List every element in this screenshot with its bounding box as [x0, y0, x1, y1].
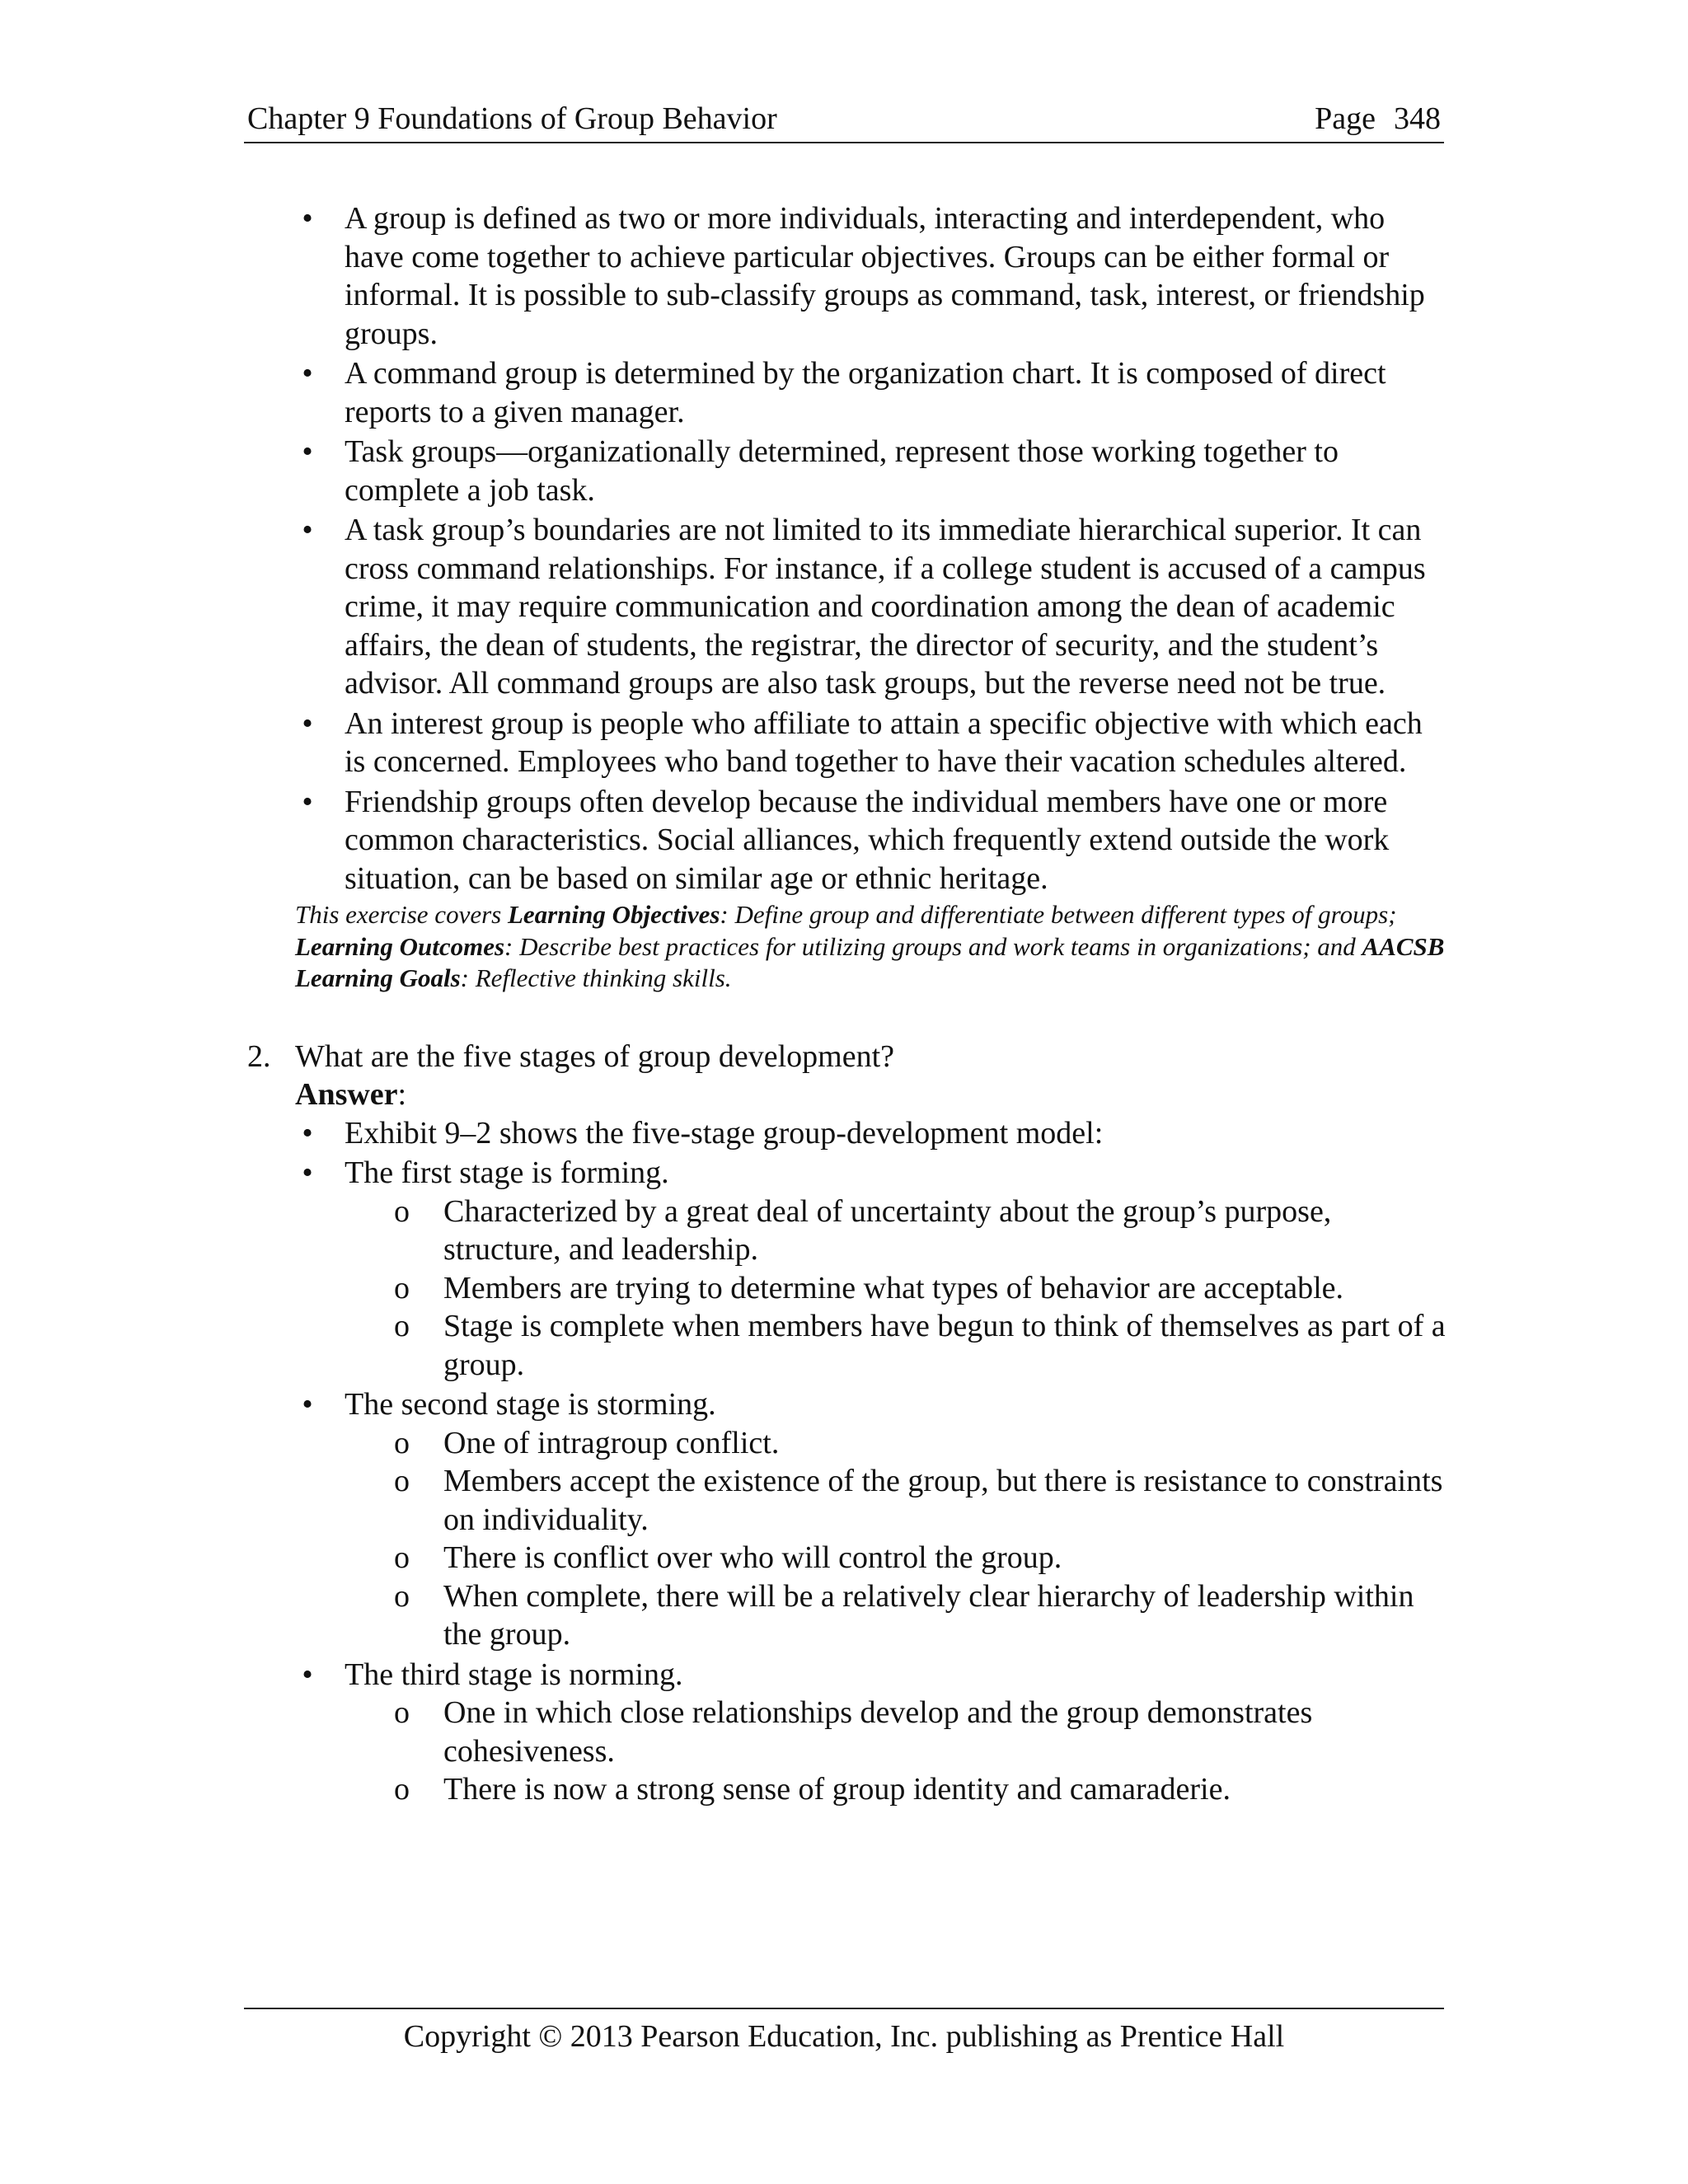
list-item: • Task groups—organizationally determined, represent those working together to complete a job task.: [345, 433, 1449, 509]
question-text: What are the five stages of group development?: [295, 1038, 894, 1074]
list-item: • An interest group is people who affiliate to attain a specific objective with which each is concerned. Employees who band together to have their vacation schedules altered.: [345, 705, 1449, 781]
list-item: • A group is defined as two or more individuals, interacting and interdependent, who have come together to achieve particular objectives. Groups can be either formal or informal. It is possible to sub-classify groups as command, task, interest, or friendship groups.: [345, 199, 1449, 353]
page-content: [247, 199, 1449, 1811]
stage-title: • The third stage is norming.: [345, 1657, 683, 1692]
list-item: o There is conflict over who will control the group.: [443, 1539, 1449, 1577]
copyright-text: Copyright © 2013 Pearson Education, Inc. publishing as Prentice Hall: [403, 2019, 1285, 2054]
answer-colon: :: [397, 1077, 407, 1112]
list-item: • A command group is determined by the organization chart. It is composed of direct reports to a given manager.: [345, 354, 1449, 431]
learning-outcomes-text: : Describe best practices for utilizing groups and work teams in organizations; and: [504, 931, 1362, 961]
list-item: o One in which close relationships develop and the group demonstrates cohesiveness.: [443, 1694, 1449, 1770]
page-number-block: [1315, 96, 1441, 142]
stage-title: • The first stage is forming.: [345, 1155, 669, 1190]
stage-title: • The second stage is storming.: [345, 1387, 716, 1422]
page-label: Page: [1315, 101, 1376, 136]
aacsb-label: AACSB Learning Goals: [295, 931, 1445, 992]
list-item: o Stage is complete when members have begun to think of themselves as part of a group.: [443, 1307, 1449, 1384]
list-item: o Members accept the existence of the group, but there is resistance to constraints on individuality.: [443, 1462, 1449, 1539]
list-item: o There is now a strong sense of group identity and camaraderie.: [443, 1770, 1449, 1809]
list-item: o One of intragroup conflict.: [443, 1424, 1449, 1463]
intro-bullet-list: [295, 199, 1449, 898]
learning-outcomes-label: Learning Outcomes: [295, 931, 505, 961]
answer-heading: [295, 1076, 1449, 1114]
question-2: [247, 1038, 1449, 1114]
list-item: o Members are trying to determine what types of behavior are acceptable.: [443, 1269, 1449, 1308]
list-item: • A task group’s boundaries are not limited to its immediate hierarchical superior. It can cross command relationships. For instance, if a college student is accused of a campus crime, it may require communication and coordination among the dean of academic affairs, the dean of students, the registrar, the director of security, and the student’s advisor. All command groups are also task groups, but the reverse need not be true.: [345, 511, 1449, 703]
stage1-sublist: [345, 1193, 1449, 1385]
page-header: [244, 96, 1444, 143]
list-item: • Friendship groups often develop because the individual members have one or more common characteristics. Social alliances, which frequently extend outside the work situation, can be based on similar age or ethnic heritage.: [345, 783, 1449, 898]
page-number: 348: [1394, 101, 1441, 136]
learning-objectives-text: : Define group and differentiate between different types of groups;: [720, 900, 1397, 929]
coverage-prefix: This exercise covers: [295, 900, 508, 929]
stage-item: [345, 1656, 1449, 1809]
aacsb-text: : Reflective thinking skills.: [460, 963, 732, 992]
stage3-sublist: [345, 1694, 1449, 1809]
list-item: o When complete, there will be a relatively clear hierarchy of leadership within the group.: [443, 1577, 1449, 1654]
learning-objectives-label: Learning Objectives: [507, 900, 720, 929]
stage2-sublist: [345, 1424, 1449, 1654]
page-footer: [244, 2008, 1444, 2055]
stage-item: [345, 1154, 1449, 1384]
list-item: o Characterized by a great deal of uncertainty about the group’s purpose, structure, and leadership.: [443, 1193, 1449, 1269]
chapter-title: Chapter 9 Foundations of Group Behavior: [247, 101, 777, 136]
answer-bullet-list: [295, 1114, 1449, 1809]
question-number: 2.: [247, 1038, 271, 1074]
answer-label: Answer: [295, 1077, 398, 1112]
list-item: • Exhibit 9–2 shows the five-stage group-development model:: [345, 1114, 1449, 1153]
stage-item: [345, 1385, 1449, 1654]
learning-objectives-note: [295, 899, 1449, 995]
